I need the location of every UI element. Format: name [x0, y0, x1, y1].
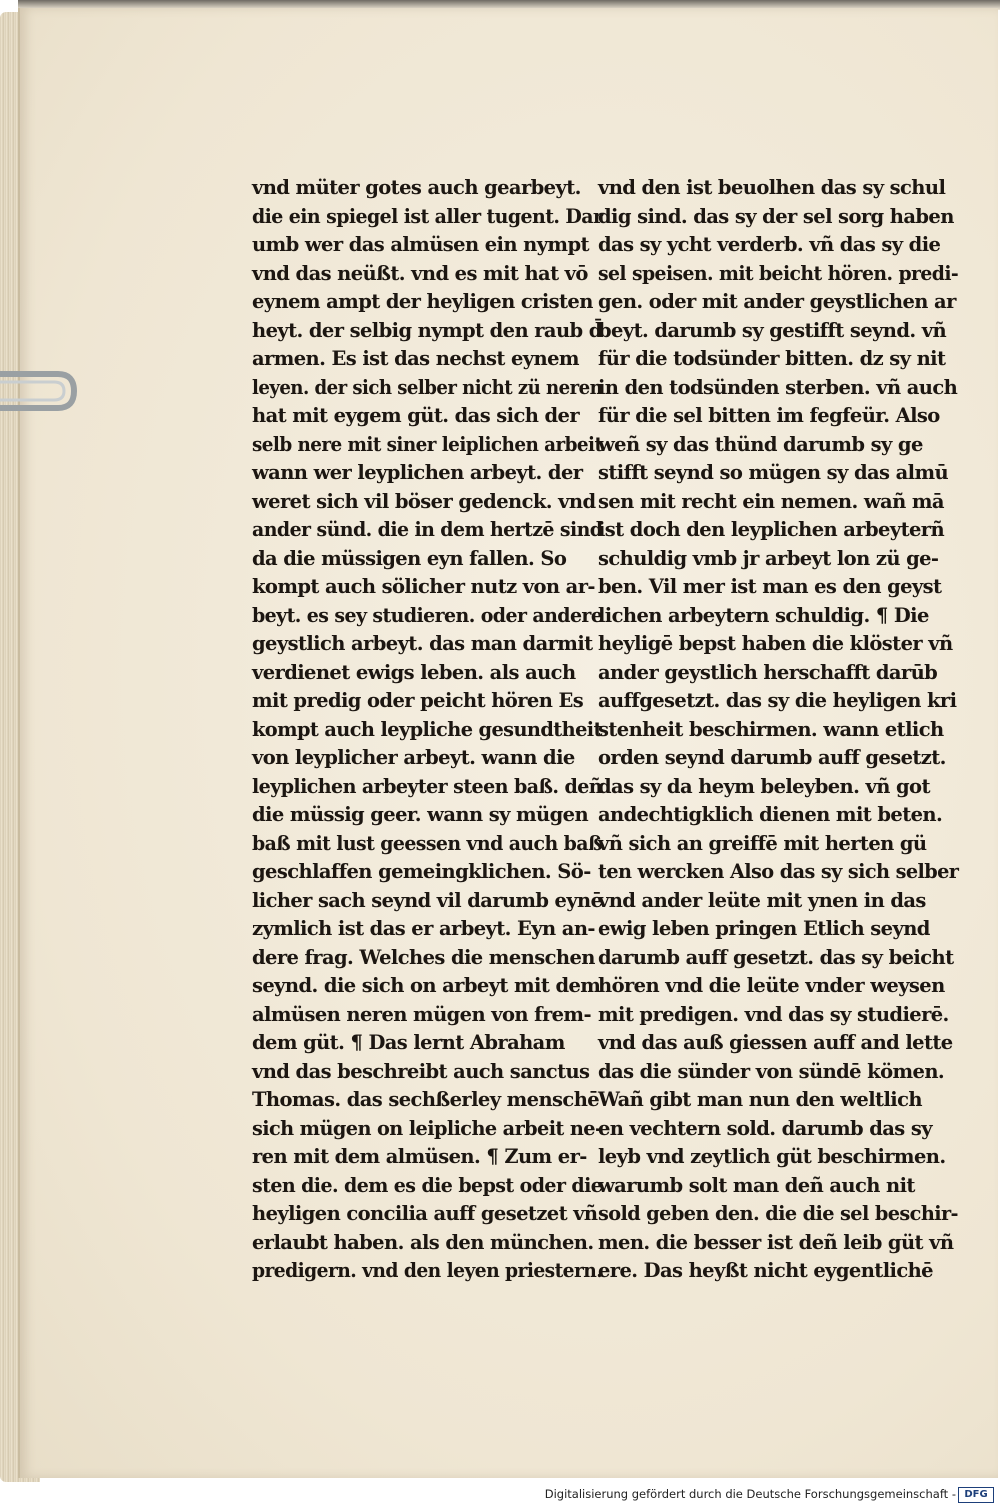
text-line: leyen. der sich selber nicht zü neren	[252, 375, 603, 399]
text-line: hat mit eygem güt. das sich der	[252, 404, 580, 427]
text-line: erlaubt haben. als den münchen.	[252, 1230, 594, 1254]
text-line: sel speisen. mit beicht hören. predi-	[598, 261, 959, 285]
text-line: Wañ gibt man nun den weltlich	[598, 1088, 922, 1111]
text-line: das die sünder von sündē kömen.	[598, 1059, 945, 1083]
text-line: hören vnd die leüte vnder weysen	[598, 974, 945, 997]
text-line: almüsen neren mügen von frem-	[252, 1002, 591, 1026]
text-line: ander sünd. die in dem hertzē sind	[252, 518, 603, 541]
text-line: beyt. es sey studieren. oder andere	[252, 603, 603, 627]
dfg-logo: DFG	[958, 1487, 994, 1503]
text-line: das sy da heym beleyben. vñ got	[598, 774, 930, 798]
text-line: die ein spiegel ist aller tugent. Dar	[252, 204, 603, 228]
text-line: ander geystlich herschafft darūb	[598, 660, 938, 684]
text-line: ewig leben pringen Etlich seynd	[598, 917, 930, 940]
text-line: das sy ycht verderb. vñ das sy die	[598, 233, 941, 256]
text-line: en vechtern sold. darumb das sy	[598, 1116, 932, 1140]
text-line: dere frag. Welches die menschen	[252, 945, 595, 969]
text-line: ben. Vil mer ist man es den geyst	[598, 575, 942, 598]
text-line: mit predig oder peicht hören Es	[252, 689, 584, 712]
text-line: ten wercken Also das sy sich selber	[598, 860, 959, 883]
text-line: zymlich ist das er arbeyt. Eyn an-	[252, 917, 595, 940]
text-line: dem güt. ¶ Das lernt Abraham	[252, 1031, 565, 1054]
text-line: geschlaffen gemeingklichen. Sö-	[252, 860, 591, 883]
text-line: verdienet ewigs leben. als auch	[252, 660, 576, 684]
text-line: seynd. die sich on arbeyt mit dem	[252, 974, 601, 997]
text-line: wann wer leyplichen arbeyt. der	[252, 461, 583, 484]
text-line: vnd das neüßt. vnd es mit hat vō	[252, 261, 588, 285]
text-line: Thomas. das sechßerley menschē	[252, 1088, 600, 1111]
text-line: ren mit dem almüsen. ¶ Zum er-	[252, 1145, 587, 1168]
text-line: gen. oder mit ander geystlichen ar	[598, 290, 956, 313]
footer-credit-text: Digitalisierung gefördert durch die Deutsche Forschungsgemeinschaft -	[544, 1487, 956, 1501]
text-line: sten die. dem es die bepst oder die	[252, 1173, 603, 1197]
digitization-footer	[0, 1484, 1000, 1506]
text-line: kompt auch leypliche gesundtheit	[252, 717, 602, 741]
text-line: baß mit lust geessen vnd auch baß	[252, 831, 602, 855]
text-line: vnd müter gotes auch gearbeyt.	[252, 176, 581, 199]
text-line: umb wer das almüsen ein nympt	[252, 233, 589, 256]
text-line: mit predigen. vnd das sy studierē.	[598, 1002, 949, 1026]
text-line: vnd das beschreibt auch sanctus	[252, 1059, 590, 1083]
text-line: heyt. der selbig nympt den raub d̄	[252, 318, 602, 342]
text-line: vnd den ist beuolhen das sy schul	[598, 176, 946, 199]
text-line: heyligē bepst haben die klöster vñ	[598, 632, 953, 655]
text-line: sold geben den. die die sel beschir-	[598, 1202, 958, 1225]
text-line: lichen arbeytern schuldig. ¶ Die	[598, 603, 929, 627]
text-line: von leyplicher arbeyt. wann die	[252, 746, 575, 769]
text-line: weñ sy das thünd darumb sy ge	[598, 432, 923, 456]
text-line: leyplichen arbeyter steen baß. deñ	[252, 774, 603, 798]
text-line: warumb solt man deñ auch nit	[598, 1173, 915, 1197]
text-line: armen. Es ist das nechst eynem	[252, 347, 579, 370]
text-line: weret sich vil böser gedenck. vnd	[252, 489, 596, 513]
text-line: ere. Das heyßt nicht eygentlichē	[598, 1259, 933, 1282]
text-line: für die todsünder bitten. dz sy nit	[598, 347, 946, 370]
text-line: leyb vnd zeytlich güt beschirmen.	[598, 1145, 946, 1168]
text-line: sich mügen on leipliche arbeit ne-	[252, 1116, 603, 1140]
text-line: predigern. vnd den leyen priestern.	[252, 1259, 603, 1282]
text-line: dig sind. das sy der sel sorg haben	[598, 204, 954, 228]
text-line: stifft seynd so mügen sy das almū	[598, 461, 949, 484]
text-line: stenheit beschirmen. wann etlich	[598, 717, 944, 741]
text-line: selb nere mit siner leiplichen arbeit	[252, 432, 603, 456]
text-line: vnd ander leüte mit ynen in das	[598, 888, 926, 912]
text-line: beyt. darumb sy gestifft seynd. vñ	[598, 318, 947, 342]
text-line: schuldig vmb jr arbeyt lon zü ge-	[598, 546, 939, 570]
text-line: geystlich arbeyt. das man darmit	[252, 632, 593, 655]
text-line: andechtigklich dienen mit beten.	[598, 803, 943, 826]
text-line: men. die besser ist deñ leib güt vñ	[598, 1230, 954, 1254]
text-line: für die sel bitten im fegfeür. Also	[598, 404, 940, 427]
text-line: vnd das auß giessen auff and lette	[598, 1031, 953, 1054]
text-line: eynem ampt der heyligen cristen	[252, 290, 593, 313]
text-column-left	[252, 174, 602, 1286]
text-line: vñ sich an greiffē mit herten gü	[598, 831, 927, 855]
text-line: kompt auch sölicher nutz von ar-	[252, 575, 595, 598]
text-column-right	[598, 174, 958, 1286]
text-line: da die müssigen eyn fallen. So	[252, 546, 567, 570]
text-line: licher sach seynd vil darumb eynē	[252, 888, 603, 912]
text-line: orden seynd darumb auff gesetzt.	[598, 746, 946, 769]
paper-clip-icon	[0, 360, 78, 422]
text-line: darumb auff gesetzt. das sy beicht	[598, 945, 954, 969]
text-line: die müssig geer. wann sy mügen	[252, 803, 589, 826]
text-line: sen mit recht ein nemen. wañ mā	[598, 489, 944, 513]
text-line: heyligen concilia auff gesetzet vñ	[252, 1202, 598, 1225]
text-line: ist doch den leyplichen arbeyterñ	[598, 518, 945, 541]
text-line: in den todsünden sterben. vñ auch	[598, 375, 958, 399]
text-line: auffgesetzt. das sy die heyligen kri	[598, 689, 957, 712]
